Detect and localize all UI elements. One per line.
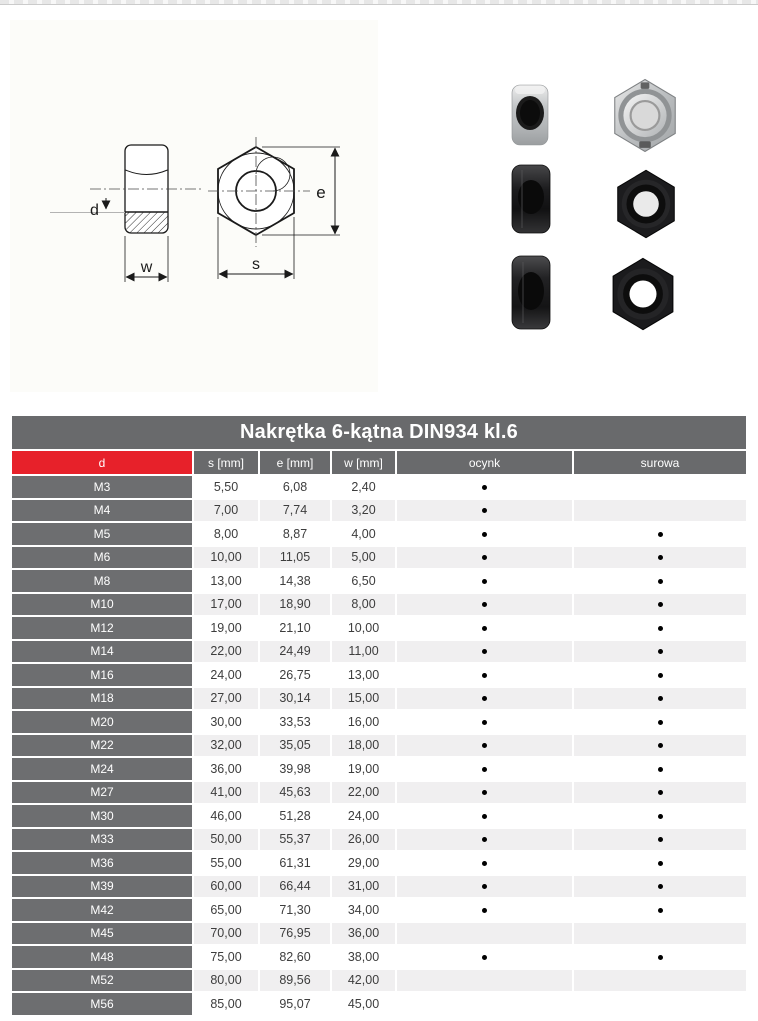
cell-ocynk [397,570,572,592]
availability-dot [482,626,487,631]
cell-ocynk [397,782,572,804]
cell-ocynk [397,594,572,616]
cell-w: 22,00 [332,782,395,804]
raw-black-nut-top-view [606,257,680,336]
black-nut-side-view [511,164,551,239]
cell-d: M48 [12,946,192,968]
cell-surowa [574,923,746,945]
cell-ocynk [397,500,572,522]
availability-dot [658,579,663,584]
table-row [12,993,746,1015]
cell-ocynk [397,805,572,827]
cell-e: 7,74 [260,500,330,522]
cell-surowa [574,970,746,992]
column-header-e: e [mm] [260,451,330,474]
availability-dot [658,696,663,701]
cell-e: 51,28 [260,805,330,827]
availability-dot [658,649,663,654]
cell-d: M52 [12,970,192,992]
cell-e: 82,60 [260,946,330,968]
cell-s: 19,00 [194,617,258,639]
table-row [12,899,746,921]
table-row [12,641,746,663]
availability-dot [482,649,487,654]
cell-d: M16 [12,664,192,686]
availability-dot [482,814,487,819]
cell-w: 6,50 [332,570,395,592]
cell-surowa [574,711,746,733]
table-title-row [12,416,746,449]
cell-w: 3,20 [332,500,395,522]
cell-surowa [574,852,746,874]
cell-e: 18,90 [260,594,330,616]
cell-e: 26,75 [260,664,330,686]
cell-e: 45,63 [260,782,330,804]
table-row [12,852,746,874]
cell-surowa [574,476,746,498]
cell-s: 41,00 [194,782,258,804]
zinc-plated-nut-top-view [609,78,681,158]
cell-s: 46,00 [194,805,258,827]
availability-dot [482,696,487,701]
availability-dot [482,720,487,725]
cell-w: 31,00 [332,876,395,898]
table-row [12,688,746,710]
cell-surowa [574,805,746,827]
table-row [12,500,746,522]
cell-ocynk [397,829,572,851]
cell-surowa [574,594,746,616]
cell-d: M30 [12,805,192,827]
table-row [12,876,746,898]
cell-e: 71,30 [260,899,330,921]
cell-s: 22,00 [194,641,258,663]
table-row [12,664,746,686]
cell-s: 7,00 [194,500,258,522]
cell-surowa [574,570,746,592]
cell-d: M56 [12,993,192,1015]
cell-ocynk [397,711,572,733]
cell-e: 66,44 [260,876,330,898]
cell-w: 15,00 [332,688,395,710]
cell-surowa [574,617,746,639]
cell-w: 18,00 [332,735,395,757]
technical-drawing [10,20,378,392]
cell-d: M18 [12,688,192,710]
dimension-label-s: s [252,256,260,273]
cell-ocynk [397,688,572,710]
cell-d: M12 [12,617,192,639]
cell-w: 5,00 [332,547,395,569]
availability-dot [482,508,487,513]
cell-s: 5,50 [194,476,258,498]
availability-dot [658,955,663,960]
cell-d: M27 [12,782,192,804]
cell-s: 10,00 [194,547,258,569]
cell-s: 85,00 [194,993,258,1015]
cell-surowa [574,523,746,545]
availability-dot [482,884,487,889]
availability-dot [658,532,663,537]
table-row [12,970,746,992]
cell-surowa [574,758,746,780]
cell-w: 8,00 [332,594,395,616]
zinc-plated-nut-side-view [511,84,549,151]
cell-ocynk [397,946,572,968]
cell-ocynk [397,876,572,898]
cell-e: 39,98 [260,758,330,780]
availability-dot [658,673,663,678]
table-row [12,829,746,851]
table-row [12,476,746,498]
availability-dot [658,602,663,607]
cell-d: M45 [12,923,192,945]
cell-ocynk [397,970,572,992]
cell-d: M14 [12,641,192,663]
cell-e: 95,07 [260,993,330,1015]
cell-s: 32,00 [194,735,258,757]
cell-w: 16,00 [332,711,395,733]
cell-s: 60,00 [194,876,258,898]
table-row [12,923,746,945]
table-row [12,547,746,569]
cell-d: M10 [12,594,192,616]
table-row [12,711,746,733]
spec-table [10,414,748,1017]
cell-e: 35,05 [260,735,330,757]
cell-w: 45,00 [332,993,395,1015]
nut-dimension-drawing [10,20,378,392]
cell-ocynk [397,735,572,757]
cell-d: M33 [12,829,192,851]
column-header-d: d [12,451,192,474]
cell-w: 10,00 [332,617,395,639]
top-decorative-border [0,0,758,5]
table-row [12,782,746,804]
cell-ocynk [397,476,572,498]
availability-dot [482,955,487,960]
table-title: Nakrętka 6-kątna DIN934 kl.6 [12,416,746,449]
cell-surowa [574,500,746,522]
cell-w: 11,00 [332,641,395,663]
cell-s: 13,00 [194,570,258,592]
availability-dot [482,908,487,913]
cell-d: M36 [12,852,192,874]
cell-w: 13,00 [332,664,395,686]
table-row [12,946,746,968]
cell-s: 17,00 [194,594,258,616]
cell-e: 8,87 [260,523,330,545]
cell-w: 24,00 [332,805,395,827]
column-header-s: s [mm] [194,451,258,474]
column-header-row [12,451,746,474]
cell-w: 26,00 [332,829,395,851]
availability-dot [658,767,663,772]
availability-dot [482,555,487,560]
cell-w: 38,00 [332,946,395,968]
cell-ocynk [397,923,572,945]
cell-surowa [574,688,746,710]
availability-dot [658,884,663,889]
cell-s: 27,00 [194,688,258,710]
table-row [12,805,746,827]
cell-e: 55,37 [260,829,330,851]
cell-ocynk [397,547,572,569]
nut-top-view-drawing [208,137,340,279]
availability-dot [658,626,663,631]
availability-dot [482,861,487,866]
cell-w: 2,40 [332,476,395,498]
cell-e: 14,38 [260,570,330,592]
cell-s: 70,00 [194,923,258,945]
column-header-ocynk: ocynk [397,451,572,474]
dimension-label-d: d [90,202,99,219]
availability-dot [658,555,663,560]
cell-surowa [574,782,746,804]
cell-d: M8 [12,570,192,592]
availability-dot [482,790,487,795]
cell-surowa [574,641,746,663]
table-row [12,758,746,780]
cell-s: 24,00 [194,664,258,686]
table-row [12,735,746,757]
cell-ocynk [397,641,572,663]
availability-dot [482,579,487,584]
cell-s: 50,00 [194,829,258,851]
cell-surowa [574,876,746,898]
cell-surowa [574,899,746,921]
cell-e: 76,95 [260,923,330,945]
availability-dot [658,720,663,725]
cell-e: 30,14 [260,688,330,710]
cell-ocynk [397,617,572,639]
cell-e: 89,56 [260,970,330,992]
table-row [12,594,746,616]
spec-table-body [12,476,746,1015]
cell-s: 80,00 [194,970,258,992]
cell-s: 30,00 [194,711,258,733]
cell-ocynk [397,523,572,545]
cell-surowa [574,664,746,686]
cell-s: 65,00 [194,899,258,921]
cell-e: 6,08 [260,476,330,498]
availability-dot [482,743,487,748]
cell-d: M42 [12,899,192,921]
cell-s: 36,00 [194,758,258,780]
column-header-surowa: surowa [574,451,746,474]
cell-s: 55,00 [194,852,258,874]
cell-d: M22 [12,735,192,757]
availability-dot [658,790,663,795]
availability-dot [482,485,487,490]
cell-d: M3 [12,476,192,498]
raw-black-nut-side-view [511,255,551,335]
cell-ocynk [397,852,572,874]
cell-surowa [574,735,746,757]
cell-e: 61,31 [260,852,330,874]
availability-dot [658,814,663,819]
black-nut-top-view [612,169,680,244]
table-row [12,617,746,639]
cell-surowa [574,993,746,1015]
availability-dot [482,602,487,607]
cell-e: 33,53 [260,711,330,733]
cell-d: M6 [12,547,192,569]
nut-side-view-drawing [50,145,202,282]
cell-ocynk [397,758,572,780]
cell-surowa [574,946,746,968]
column-header-w: w [mm] [332,451,395,474]
cell-d: M5 [12,523,192,545]
cell-ocynk [397,993,572,1015]
dimension-label-w: w [140,259,153,276]
cell-w: 42,00 [332,970,395,992]
availability-dot [658,837,663,842]
availability-dot [482,837,487,842]
cell-w: 34,00 [332,899,395,921]
availability-dot [482,767,487,772]
cell-ocynk [397,664,572,686]
cell-surowa [574,829,746,851]
specification-sheet [10,414,748,1017]
cell-w: 4,00 [332,523,395,545]
cell-w: 36,00 [332,923,395,945]
availability-dot [658,743,663,748]
cell-e: 21,10 [260,617,330,639]
cell-s: 8,00 [194,523,258,545]
cell-s: 75,00 [194,946,258,968]
availability-dot [658,861,663,866]
dimension-label-e: e [316,183,326,202]
product-photos [490,70,710,345]
cell-e: 24,49 [260,641,330,663]
availability-dot [482,532,487,537]
cell-ocynk [397,899,572,921]
cell-w: 19,00 [332,758,395,780]
cell-d: M4 [12,500,192,522]
availability-dot [658,908,663,913]
cell-w: 29,00 [332,852,395,874]
cell-surowa [574,547,746,569]
table-row [12,523,746,545]
table-row [12,570,746,592]
cell-d: M24 [12,758,192,780]
cell-d: M20 [12,711,192,733]
cell-e: 11,05 [260,547,330,569]
cell-d: M39 [12,876,192,898]
availability-dot [482,673,487,678]
